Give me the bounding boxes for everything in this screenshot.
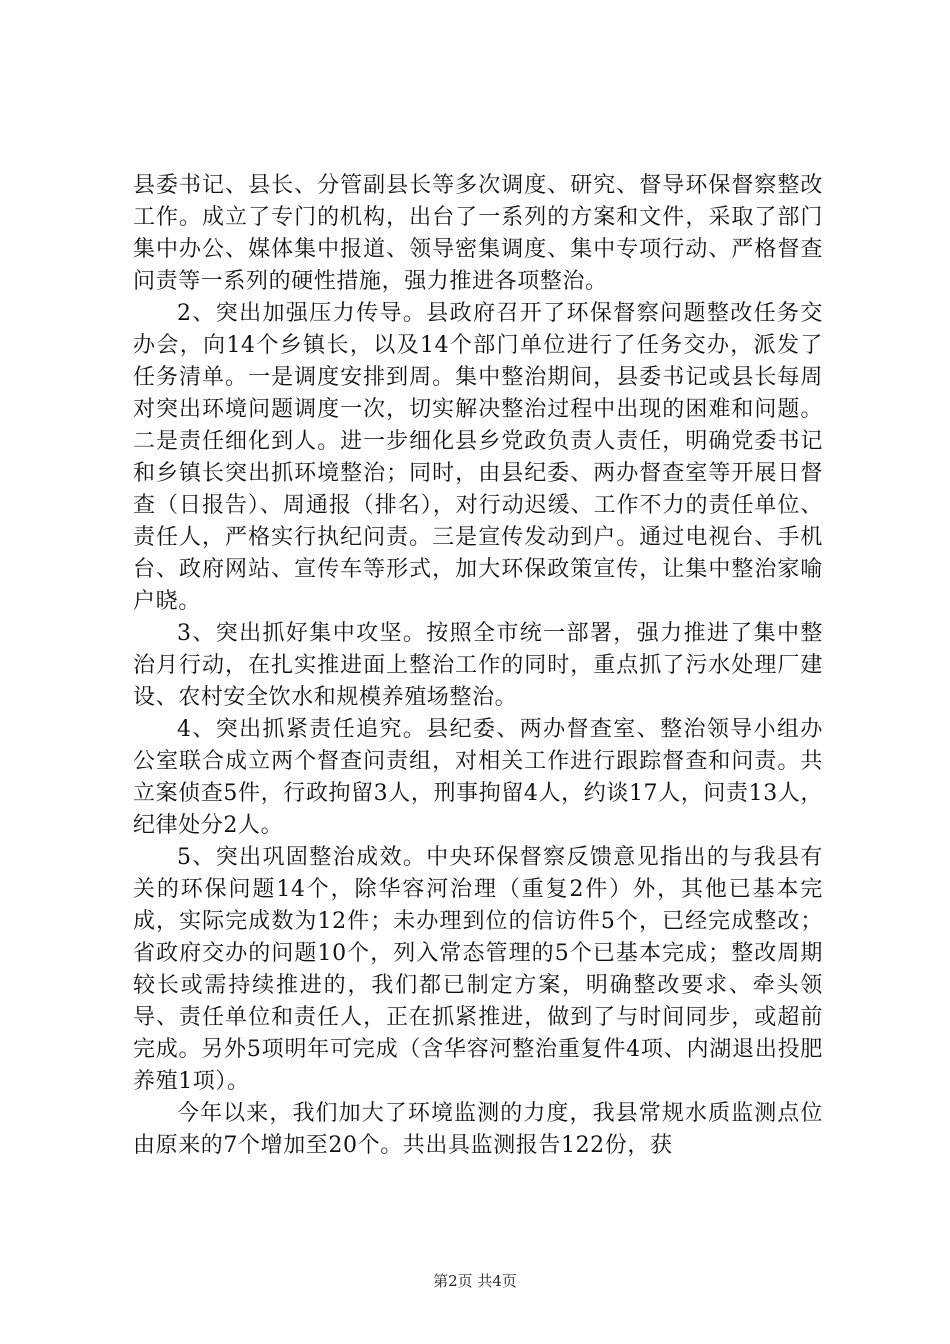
paragraph-monitoring: 今年以来，我们加大了环境监测的力度，我县常规水质监测点位由原来的7个增加至20个。共出具监测报告122份，获 xyxy=(133,1101,823,1158)
page-footer: 第2页 共4页 xyxy=(433,1272,517,1290)
paragraph-item-3: 3、突出抓好集中攻坚。按照全市统一部署，强力推进了集中整治月行动，在扎实推进面上整治工作的同时，重点抓了污水处理厂建设、农村安全饮水和规模养殖场整治。 xyxy=(133,621,823,710)
paragraph-item-2: 2、突出加强压力传导。县政府召开了环保督察问题整改任务交办会，向14个乡镇长，以及14个部门单位进行了任务交办，派发了任务清单。一是调度安排到周。集中整治期间，县委书记或县长每周对突出环境问题调度一次，切实解决整治过程中出现的困难和问题。二是责任细化到人。进一步细化县乡党政负责人责任，明确党委书记和乡镇长突出抓环境整治；同时，由县纪委、两办督查室等开展日督查（日报告）、周通报（排名），对行动迟缓、工作不力的责任单位、责任人，严格实行执纪问责。三是宣传发动到户。通过电视台、手机台、政府网站、宣传车等形式，加大环保政策宣传，让集中整治家喻户晓。 xyxy=(133,301,823,614)
paragraph-item-4: 4、突出抓紧责任追究。县纪委、两办督查室、整治领导小组办公室联合成立两个督查问责组，对相关工作进行跟踪督查和问责。共立案侦查5件，行政拘留3人，刑事拘留4人，约谈17人，问责13人，纪律处分2人。 xyxy=(133,717,823,838)
paragraph-item-5: 5、突出巩固整治成效。中央环保督察反馈意见指出的与我县有关的环保问题14个，除华容河治理（重复2件）外，其他已基本完成，实际完成数为12件；未办理到位的信访件5个，已经完成整改；省政府交办的问题10个，列入常态管理的5个已基本完成；整改周期较长或需持续推进的，我们都已制定方案，明确整改要求、牵头领导、责任单位和责任人，正在抓紧推进，做到了与时间同步，或超前完成。另外5项明年可完成（含华容河整治重复件4项、内湖退出投肥养殖1项）。 xyxy=(133,845,823,1094)
paragraph-continuation: 县委书记、县长、分管副县长等多次调度、研究、督导环保督察整改工作。成立了专门的机构，出台了一系列的方案和文件，采取了部门集中办公、媒体集中报道、领导密集调度、集中专项行动、严格督查问责等一系列的硬性措施，强力推进各项整治。 xyxy=(133,173,823,294)
document-body xyxy=(133,170,823,1162)
